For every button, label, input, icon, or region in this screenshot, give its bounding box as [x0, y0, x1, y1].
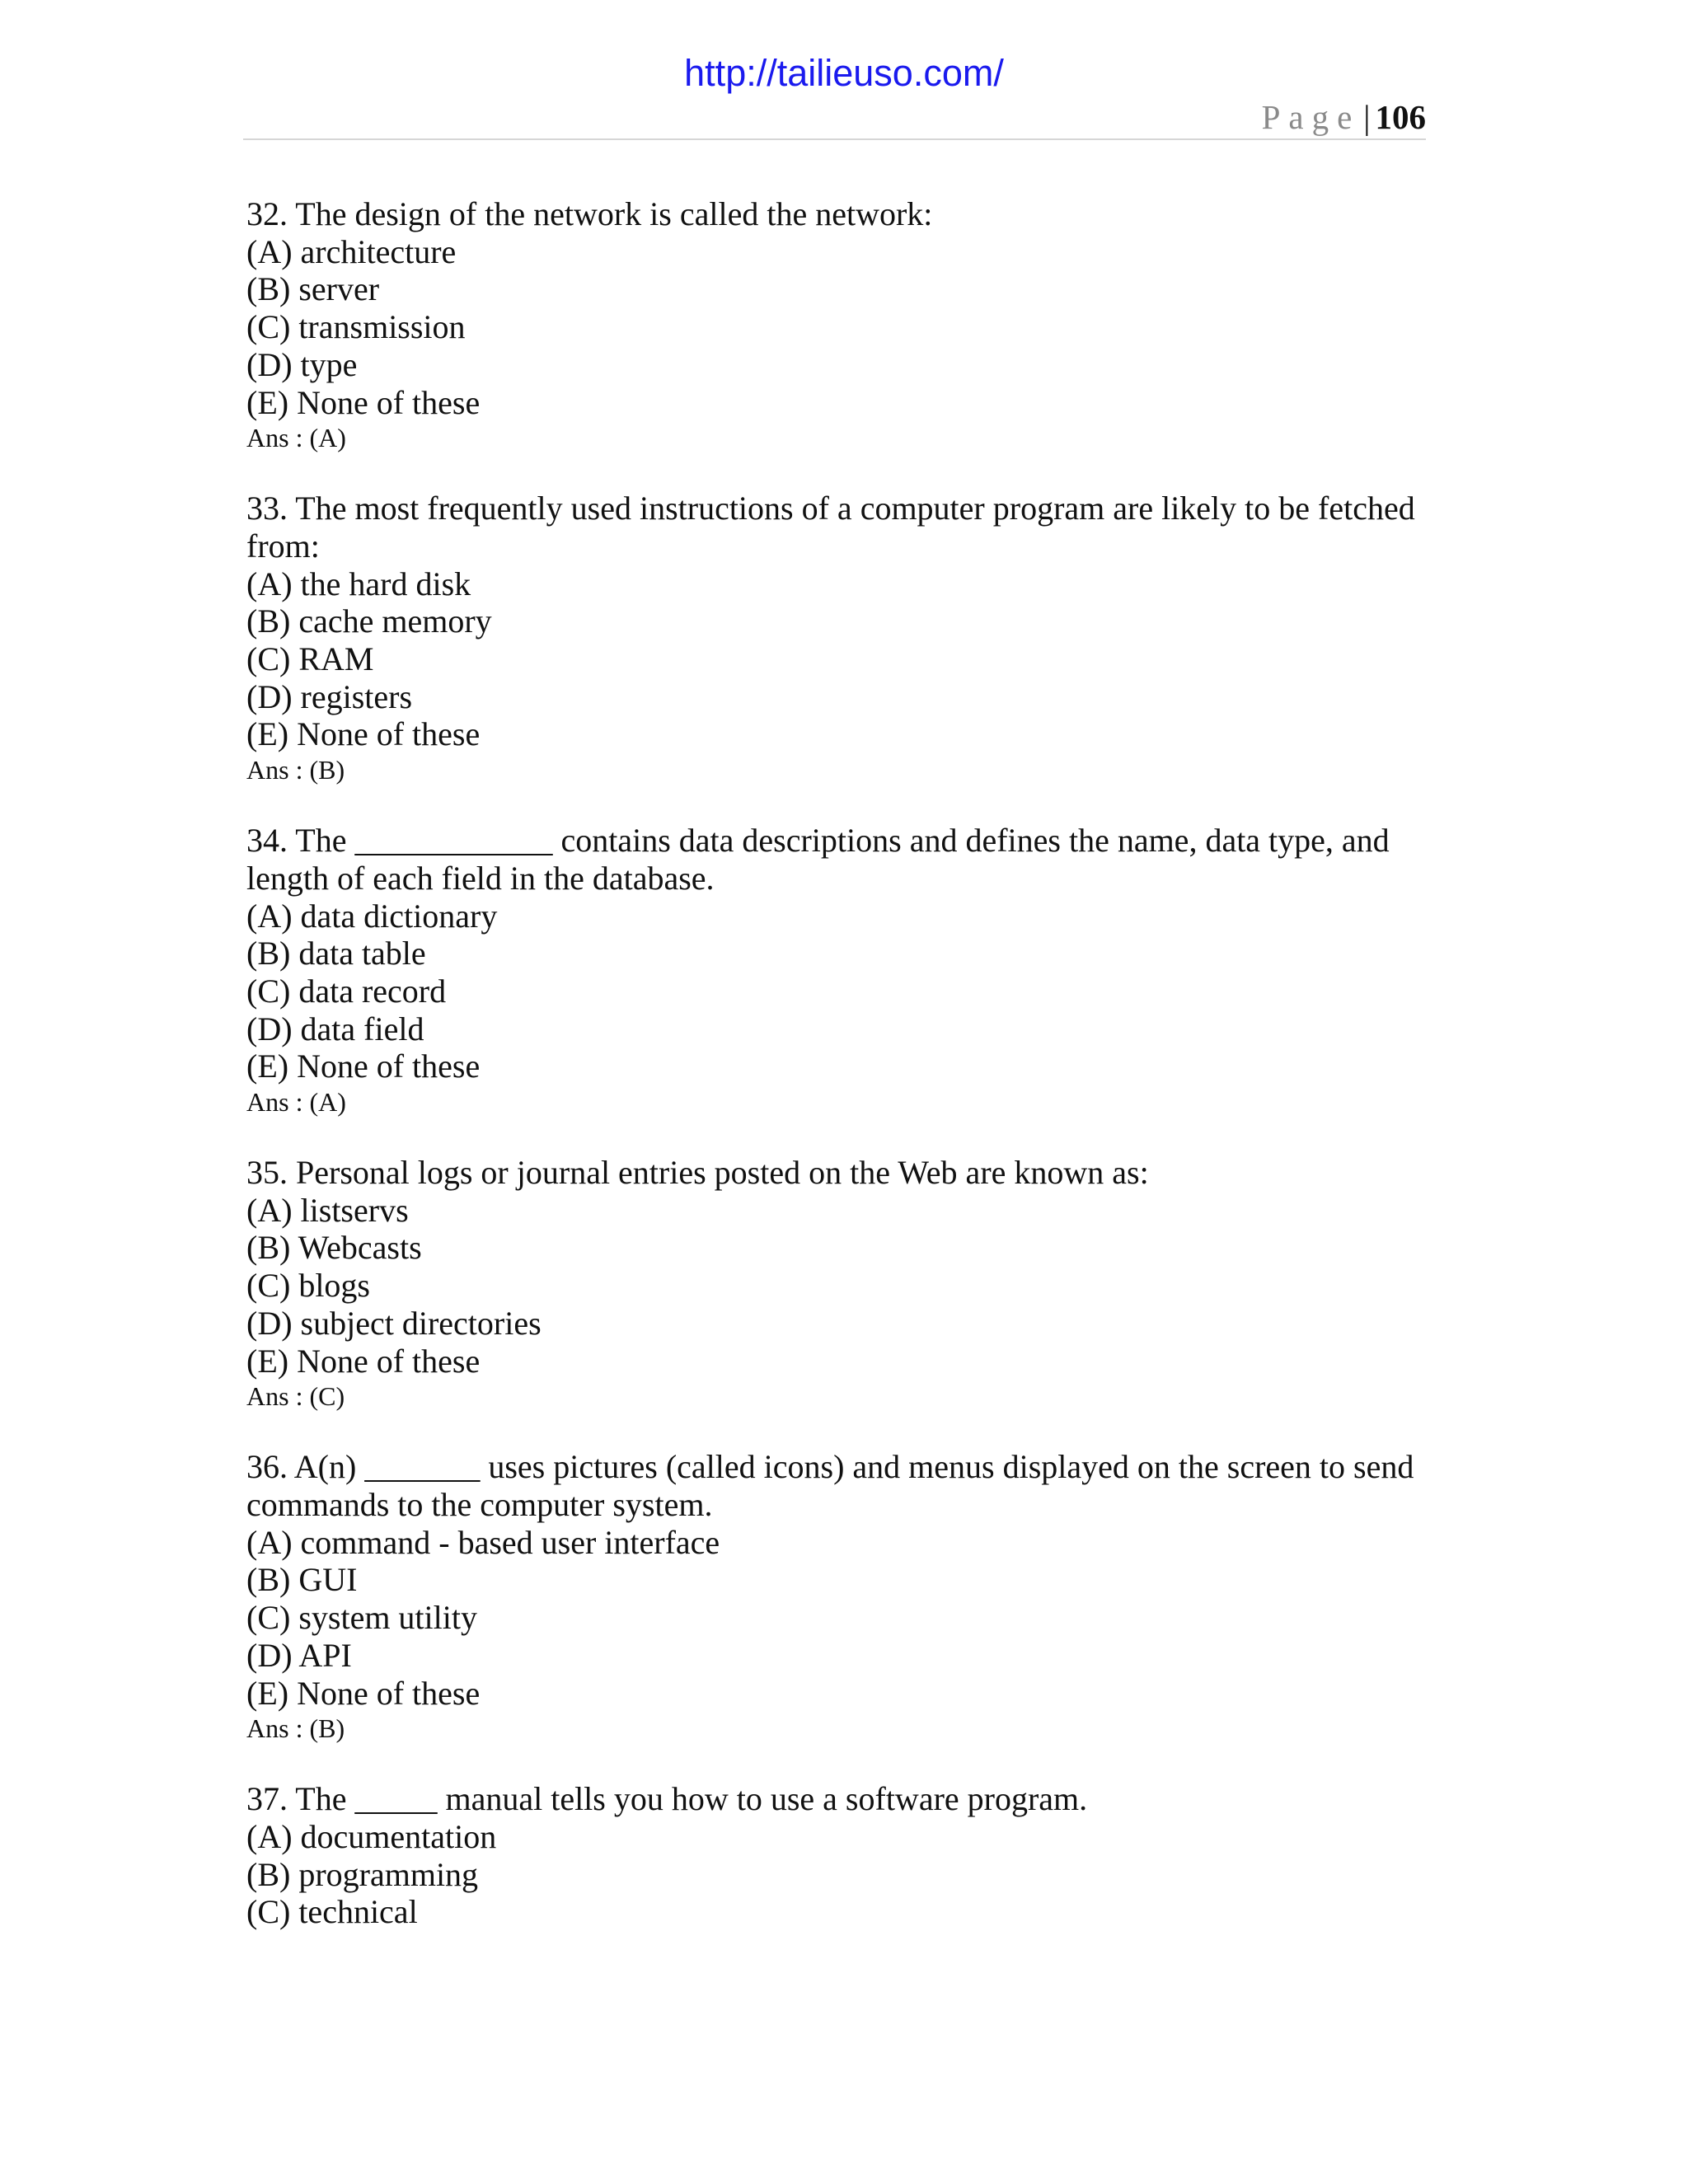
question-text: 37. The _____ manual tells you how to use a software program.: [246, 1780, 1088, 1818]
option-e: (E) None of these: [246, 1047, 481, 1085]
question-text: 32. The design of the network is called the network:: [246, 195, 933, 232]
question-34: [246, 822, 1433, 1118]
header-divider: [243, 138, 1426, 140]
question-32: [246, 195, 1433, 454]
answer-line: Ans : (C): [246, 1381, 345, 1412]
option-b: (B) GUI: [246, 1561, 358, 1599]
question-text: 36. A(n) _______ uses pictures (called icons) and menus displayed on the screen to send commands to the computer system.: [246, 1448, 1414, 1523]
option-a: (A) architecture: [246, 232, 457, 270]
question-text: 35. Personal logs or journal entries posted on the Web are known as:: [246, 1154, 1149, 1192]
option-a: (A) command - based user interface: [246, 1523, 720, 1561]
option-e: (E) None of these: [246, 1342, 481, 1380]
option-b: (B) cache memory: [246, 602, 492, 640]
option-c: (C) data record: [246, 972, 447, 1010]
option-d: (D) registers: [246, 677, 413, 715]
option-c: (C) RAM: [246, 640, 374, 678]
page-label: Page: [1261, 98, 1361, 136]
question-list: [246, 195, 1433, 1966]
option-b: (B) programming: [246, 1855, 479, 1893]
page-separator: |: [1363, 98, 1371, 136]
question-text: 33. The most frequently used instructions of a computer program are likely to be fetched from:: [246, 490, 1415, 565]
option-c: (C) transmission: [246, 308, 466, 346]
option-a: (A) listservs: [246, 1191, 409, 1229]
option-e: (E) None of these: [246, 1674, 481, 1712]
option-a: (A) the hard disk: [246, 565, 471, 602]
option-d: (D) subject directories: [246, 1304, 542, 1342]
option-e: (E) None of these: [246, 715, 481, 753]
option-b: (B) server: [246, 270, 380, 308]
option-b: (B) Webcasts: [246, 1229, 422, 1267]
question-36: [246, 1448, 1433, 1745]
answer-line: Ans : (B): [246, 755, 345, 785]
option-a: (A) documentation: [246, 1817, 497, 1855]
header-url-link[interactable]: http://tailieuso.com/: [684, 52, 1004, 94]
option-c: (C) technical: [246, 1893, 418, 1931]
option-d: (D) API: [246, 1636, 352, 1674]
answer-line: Ans : (A): [246, 423, 346, 453]
option-b: (B) data table: [246, 935, 426, 972]
page-number-value: 106: [1375, 98, 1426, 136]
question-35: [246, 1154, 1433, 1413]
option-e: (E) None of these: [246, 383, 481, 421]
answer-line: Ans : (B): [246, 1713, 345, 1744]
answer-line: Ans : (A): [246, 1087, 346, 1118]
option-d: (D) data field: [246, 1010, 424, 1047]
option-c: (C) blogs: [246, 1267, 370, 1305]
page-number: [1261, 98, 1426, 136]
option-d: (D) type: [246, 345, 358, 383]
question-text: 34. The ____________ contains data descriptions and defines the name, data type, and length of each field in the database.: [246, 822, 1390, 897]
question-33: [246, 490, 1433, 786]
option-c: (C) system utility: [246, 1599, 477, 1637]
option-a: (A) data dictionary: [246, 897, 498, 935]
question-37: [246, 1780, 1433, 1931]
